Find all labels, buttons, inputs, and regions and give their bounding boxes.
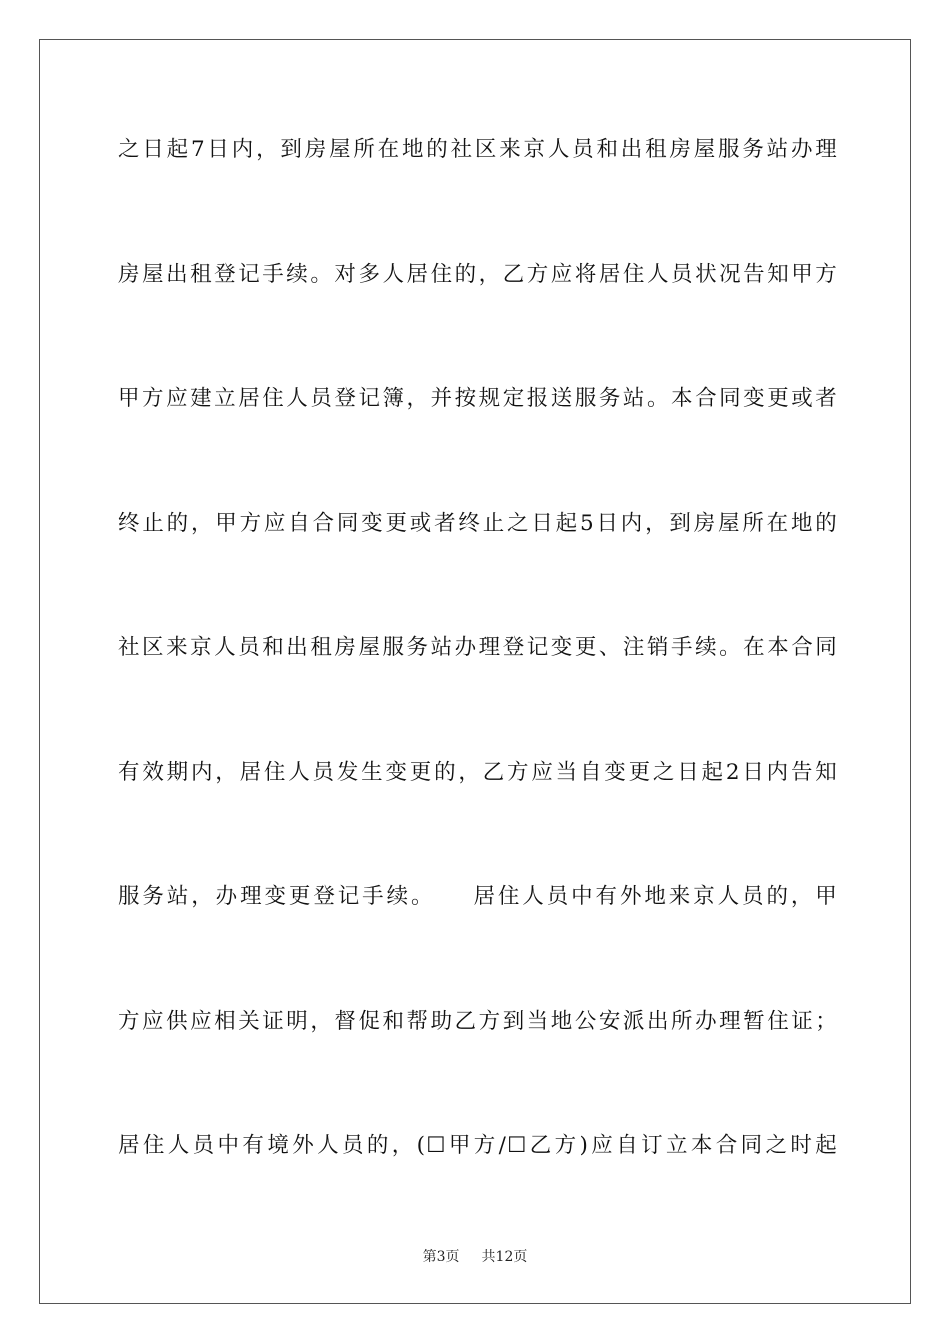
page-footer: [0, 1247, 950, 1267]
text-line: 有效期内，居住人员发生变更的，乙方应当自变更之日起2日内告知: [118, 760, 838, 785]
page-total: 共12页: [481, 1249, 528, 1265]
text-line: 之日起7日内，到房屋所在地的社区来京人员和出租房屋服务站办理: [118, 137, 838, 162]
text-line: 甲方应建立居住人员登记簿，并按规定报送服务站。本合同变更或者: [118, 386, 838, 411]
text-line: 社区来京人员和出租房屋服务站办理登记变更、注销手续。在本合同: [118, 635, 838, 660]
page-number: 第3页: [422, 1249, 460, 1265]
text-line: 服务站，办理变更登记手续。 居住人员中有外地来京人员的，甲: [118, 884, 838, 909]
text-line: 终止的，甲方应自合同变更或者终止之日起5日内，到房屋所在地的: [118, 511, 838, 536]
text-line: 房屋出租登记手续。对多人居住的，乙方应将居住人员状况告知甲方: [118, 262, 838, 287]
text-line: 方应供应相关证明，督促和帮助乙方到当地公安派出所办理暂住证；: [118, 1009, 838, 1034]
text-line: 居住人员中有境外人员的，(☐甲方/☐乙方)应自订立本合同之时起: [118, 1133, 838, 1158]
page-border: [39, 39, 911, 1304]
